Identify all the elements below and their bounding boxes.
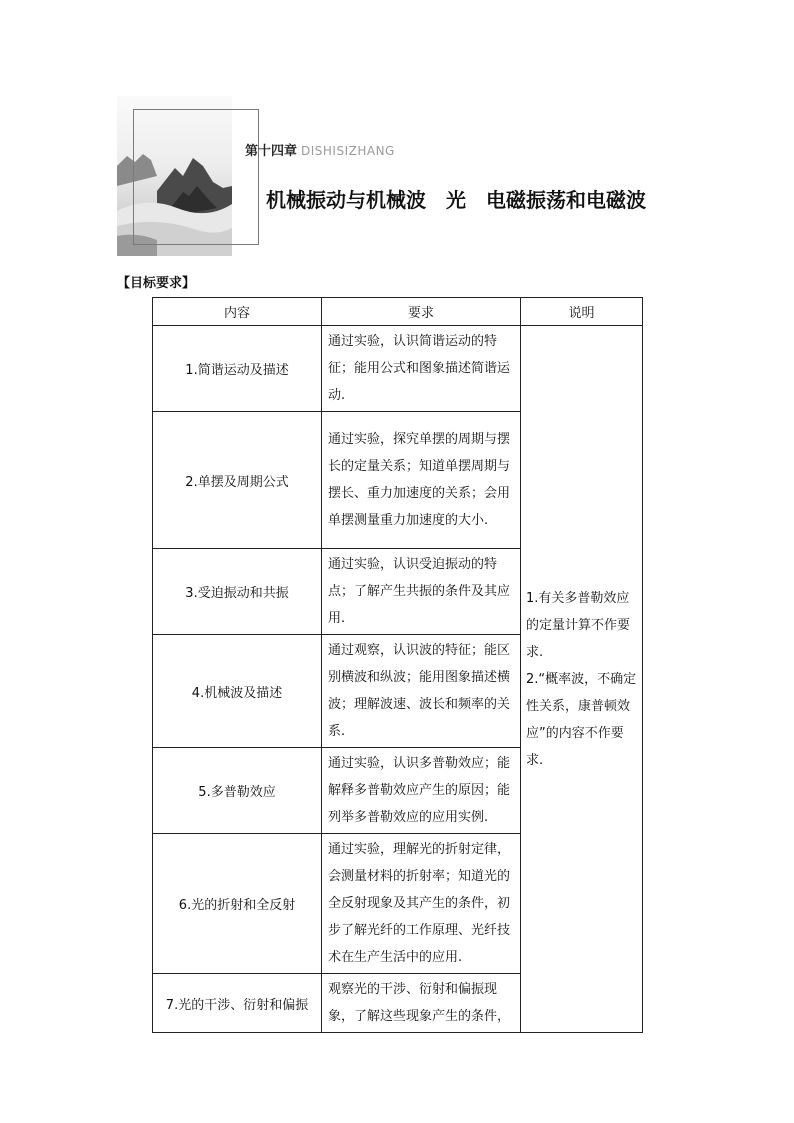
requirement-cell: 通过实验，认识受迫振动的特点；了解产生共振的条件及其应用. <box>322 549 521 635</box>
content-cell: 4.机械波及描述 <box>153 635 322 748</box>
requirement-cell: 通过实验，认识简谐运动的特征；能用公式和图象描述简谐运动. <box>322 326 521 412</box>
content-cell: 1.简谐运动及描述 <box>153 326 322 412</box>
header-content: 内容 <box>153 298 322 326</box>
requirement-cell: 通过实验，认识多普勒效应；能解释多普勒效应产生的原因；能列举多普勒效应的应用实例. <box>322 748 521 834</box>
goals-table <box>152 297 643 1033</box>
note-line-2: 2.“概率波，不确定性关系，康普顿效应”的内容不作要求. <box>526 671 637 768</box>
content-cell: 6.光的折射和全反射 <box>153 834 322 974</box>
content-cell: 2.单摆及周期公式 <box>153 412 322 549</box>
requirement-cell: 通过实验，理解光的折射定律，会测量材料的折射率；知道光的全反射现象及其产生的条件，初步了解光纤的工作原理、光纤技术在生产生活中的应用. <box>322 834 521 974</box>
requirement-cell: 通过实验，探究单摆的周期与摆长的定量关系；知道单摆周期与摆长、重力加速度的关系；会用单摆测量重力加速度的大小. <box>322 412 521 549</box>
header-requirement: 要求 <box>322 298 521 326</box>
header-note: 说明 <box>521 298 643 326</box>
content-cell: 5.多普勒效应 <box>153 748 322 834</box>
header-frame <box>133 109 259 245</box>
content-cell: 7.光的干涉、衍射和偏振 <box>153 974 322 1033</box>
content-cell: 3.受迫振动和共振 <box>153 549 322 635</box>
requirement-cell: 观察光的干涉、衍射和偏振现象，了解这些现象产生的条件， <box>322 974 521 1033</box>
chapter-title: 机械振动与机械波 光 电磁振荡和电磁波 <box>266 188 646 212</box>
table-row <box>153 326 643 412</box>
requirement-cell: 通过观察，认识波的特征；能区别横波和纵波；能用图象描述横波；理解波速、波长和频率的关系. <box>322 635 521 748</box>
section-label: 【目标要求】 <box>117 276 196 291</box>
note-line-1: 1.有关多普勒效应的定量计算不作要求. <box>526 590 631 660</box>
chapter-label <box>245 140 395 159</box>
chapter-number: 第十四章 <box>245 144 298 159</box>
note-cell <box>521 326 643 1033</box>
table-header-row <box>153 298 643 326</box>
chapter-pinyin: DISHISIZHANG <box>301 144 395 158</box>
